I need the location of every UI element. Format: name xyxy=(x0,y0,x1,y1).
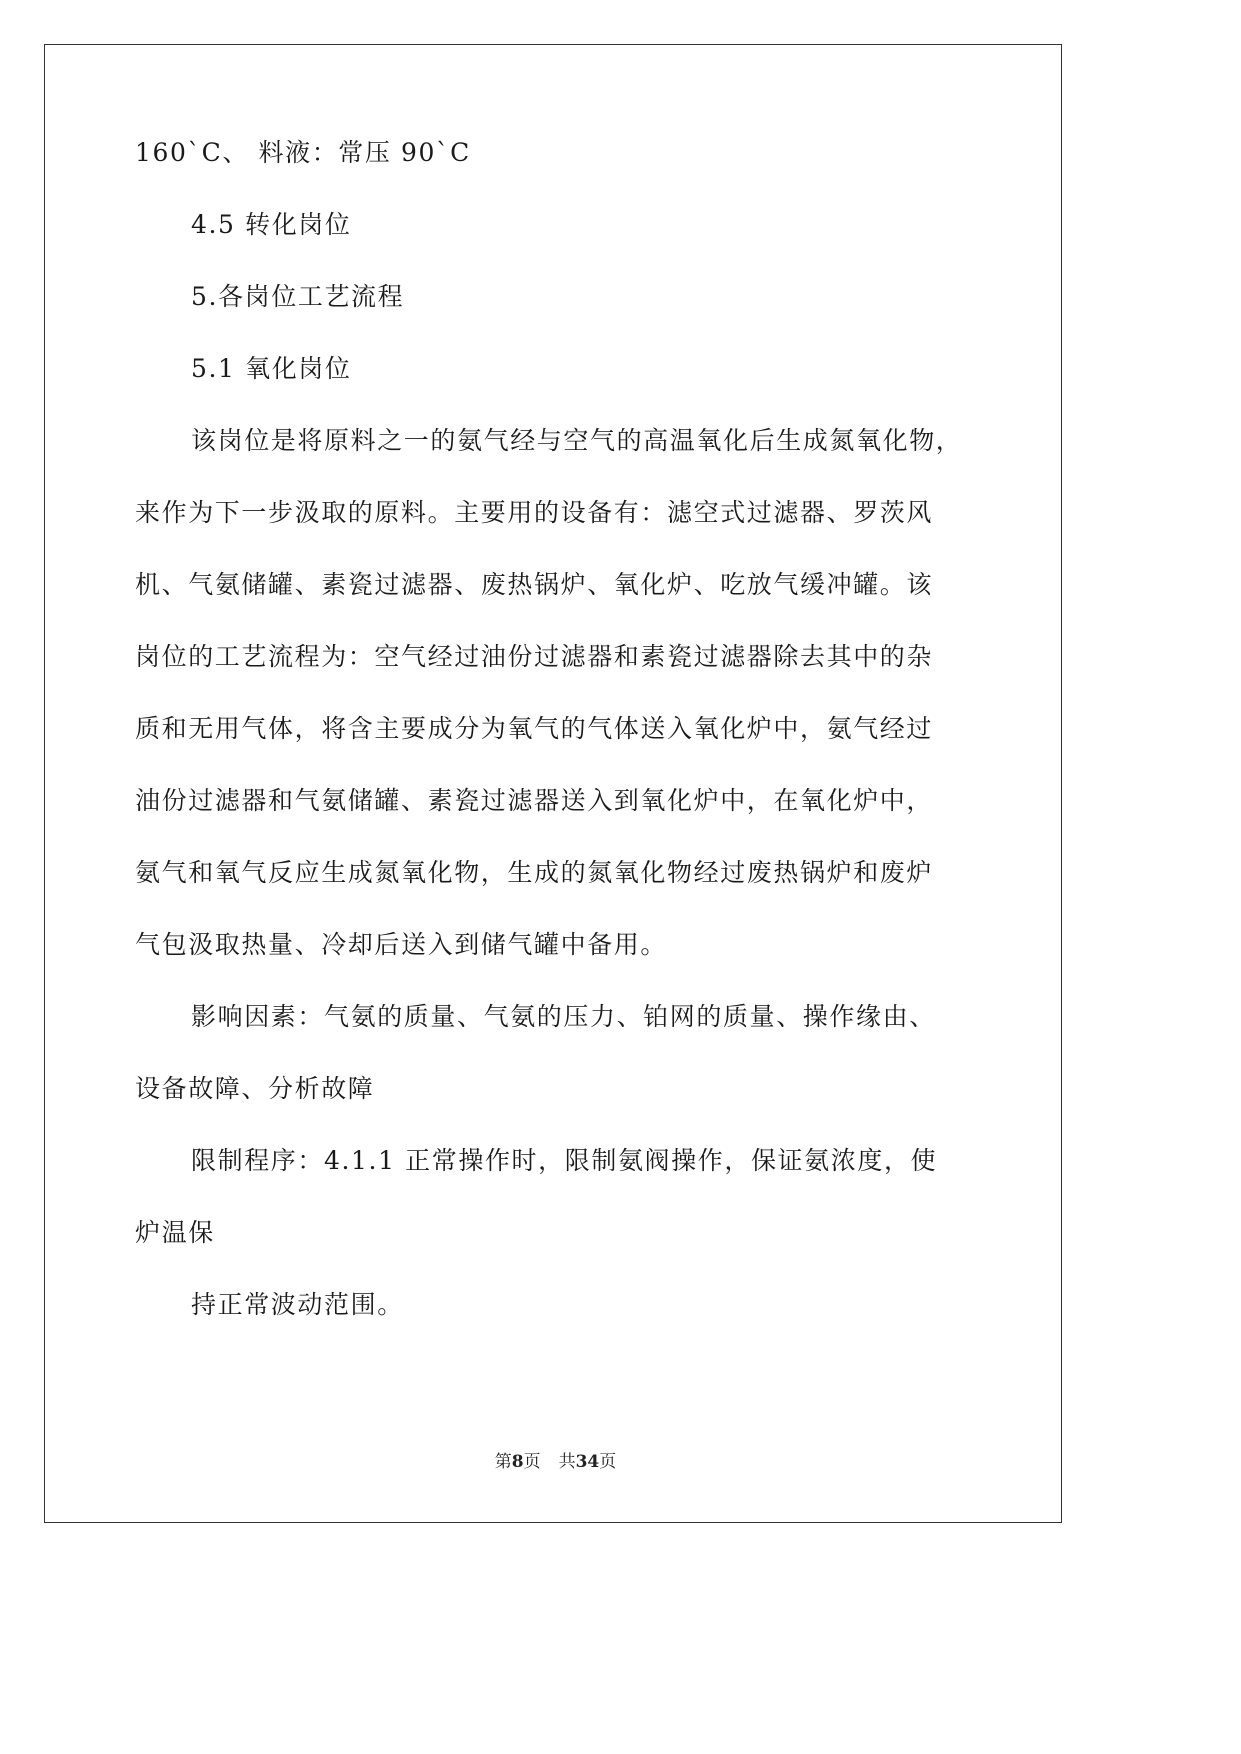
paragraph-line: 炉温保 xyxy=(135,1218,215,1247)
page-suffix: 页 xyxy=(523,1452,541,1472)
paragraph-line: 油份过滤器和气氨储罐、素瓷过滤器送入到氧化炉中，在氧化炉中， xyxy=(135,786,934,815)
paragraph-line: 氨气和氧气反应生成氮氧化物，生成的氮氧化物经过废热锅炉和废炉 xyxy=(135,858,934,887)
paragraph-line: 来作为下一步汲取的原料。主要用的设备有：滤空式过滤器、罗茨风 xyxy=(135,498,934,527)
paragraph-line: 持正常波动范围。 xyxy=(191,1290,404,1319)
paragraph-line: 该岗位是将原料之一的氨气经与空气的高温氧化后生成氮氧化物， xyxy=(191,426,963,455)
page-prefix: 第 xyxy=(494,1452,512,1472)
total-suffix: 页 xyxy=(599,1452,617,1472)
paragraph-line: 气包汲取热量、冷却后送入到储气罐中备用。 xyxy=(135,930,668,959)
paragraph-line: 岗位的工艺流程为：空气经过油份过滤器和素瓷过滤器除去其中的杂 xyxy=(135,642,934,671)
total-pages: 34 xyxy=(575,1452,600,1472)
text-line: 160`C、 料液：常压 90`C xyxy=(135,138,471,167)
section-heading: 5.各岗位工艺流程 xyxy=(191,282,405,311)
paragraph-line: 影响因素：气氨的质量、气氨的压力、铂网的质量、操作缘由、 xyxy=(191,1002,936,1031)
paragraph-line: 质和无用气体，将含主要成分为氧气的气体送入氧化炉中，氨气经过 xyxy=(135,714,934,743)
paragraph-line: 限制程序：4.1.1 正常操作时，限制氨阀操作，保证氨浓度，使 xyxy=(191,1146,938,1175)
total-prefix: 共 xyxy=(558,1452,576,1472)
section-heading: 4.5 转化岗位 xyxy=(191,210,352,239)
paragraph-line: 机、气氨储罐、素瓷过滤器、废热锅炉、氧化炉、吃放气缓冲罐。该 xyxy=(135,570,934,599)
section-heading: 5.1 氧化岗位 xyxy=(191,354,352,383)
paragraph-line: 设备故障、分析故障 xyxy=(135,1074,375,1103)
page-footer xyxy=(0,1451,1111,1473)
page-number: 8 xyxy=(511,1452,524,1472)
